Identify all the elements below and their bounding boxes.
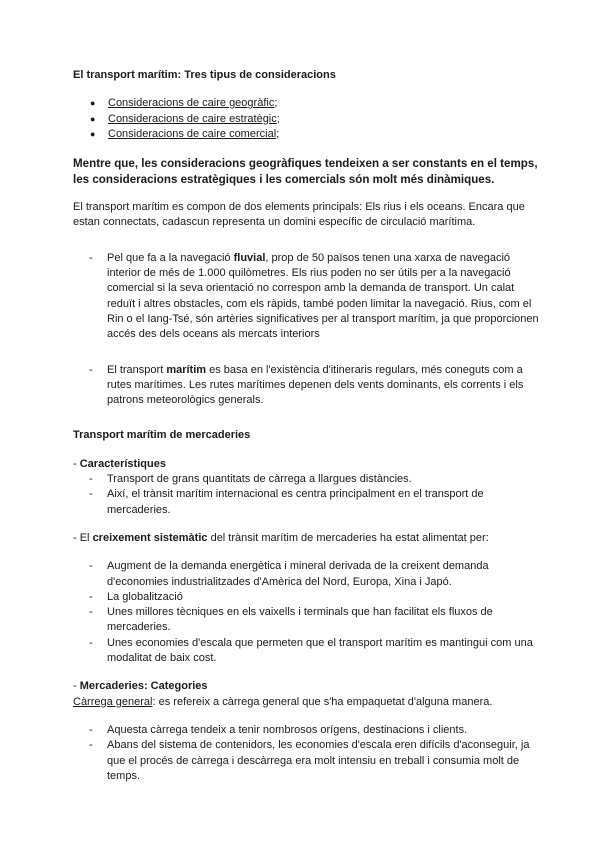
list-item: - La globalització	[89, 590, 540, 605]
bold-term: marítim	[166, 363, 207, 376]
page-title: El transport marítim: Tres tipus de consideracions	[73, 69, 336, 81]
growth-heading: - El creixement sistemàtic del trànsit marítim de mercaderies ha estat alimentat per:	[73, 531, 489, 544]
general-cargo-definition: Càrrega general: es refereix a càrrega general que s'ha empaquetat d'alguna manera.	[73, 695, 493, 708]
bold-term: fluvial	[233, 251, 266, 264]
list-item: ● Consideracions de caire comercial;	[90, 127, 540, 142]
characteristics-heading: - Característiques	[73, 457, 166, 470]
growth-list	[73, 559, 540, 666]
transport-types-list	[73, 363, 540, 409]
considerations-list	[73, 96, 540, 142]
list-item: - Unes millores tècniques en els vaixells i terminals que han facilitat els fluxos de mercaderies.	[89, 605, 540, 636]
consideration-link[interactable]: Consideracions de caire geogràfic	[108, 97, 275, 110]
list-item: - Aquesta càrrega tendeix a tenir nombrosos orígens, destinacions i clients.	[89, 723, 540, 738]
categories-list	[73, 723, 540, 784]
list-item: - Pel que fa a la navegació fluvial, prop de 50 països tenen una xarxa de navegació interior de més de 1.000 quilòmetres. Els rius poden no ser útils per a la navegació comercial si la seva orientació no correspon amb la demanda de transport. Un calat reduït i altres obstacles, com els ràpids, també poden limitar la navegació. Rius, com el Rin o el Iang-Tsé, són artèries significatives per al transport marítim, ja que proporcionen accés des dels oceans als mercats interiors	[89, 251, 540, 343]
list-item: - Unes economies d'escala que permeten que el transport marítim es mantingui com una modalitat de baix cost.	[89, 636, 540, 667]
intro-paragraph: El transport marítim es compon de dos elements principals: Els rius i els oceans. Encara que estan connectats, cadascun representa un domini específic de circulació marítima.	[73, 201, 525, 229]
list-item: ● Consideracions de caire geogràfic;	[90, 96, 540, 111]
consideration-link[interactable]: Consideracions de caire comercial	[108, 127, 277, 140]
general-cargo-link[interactable]: Càrrega general	[73, 695, 153, 708]
characteristics-list	[73, 472, 540, 518]
consideration-link[interactable]: Consideracions de caire estratègic	[108, 112, 277, 125]
list-item: - El transport marítim es basa en l'existència d'itineraris regulars, més coneguts com a rutes marítimes. Les rutes marítimes depenen dels vents dominants, els corrents i els patrons meteorològics generals.	[89, 363, 540, 409]
list-item: ● Consideracions de caire estratègic;	[90, 112, 540, 127]
section-heading: Transport marítim de mercaderies	[73, 429, 251, 442]
list-item: - Transport de grans quantitats de càrrega a llargues distàncies.	[89, 472, 540, 487]
list-item: - Augment de la demanda energètica i mineral derivada de la creixent demanda d'economies industrialitzades d'Amèrica del Nord, Europa, Xina i Japó.	[89, 559, 540, 590]
list-item: - Així, el trànsit marítim internacional es centra principalment en el transport de mercaderies.	[89, 487, 540, 518]
list-item: - Abans del sistema de contenidors, les economies d'escala eren difícils d'aconseguir, ja que el procés de càrrega i descàrrega era molt intensiu en treball i consumia molt de temps.	[89, 738, 540, 784]
categories-heading: - Mercaderies: Categories	[73, 680, 208, 693]
bold-statement: Mentre que, les consideracions geogràfiques tendeixen a ser constants en el temps, les consideracions estratègiques i les comercials són molt més dinàmiques.	[73, 157, 538, 186]
transport-types-list	[73, 251, 540, 343]
